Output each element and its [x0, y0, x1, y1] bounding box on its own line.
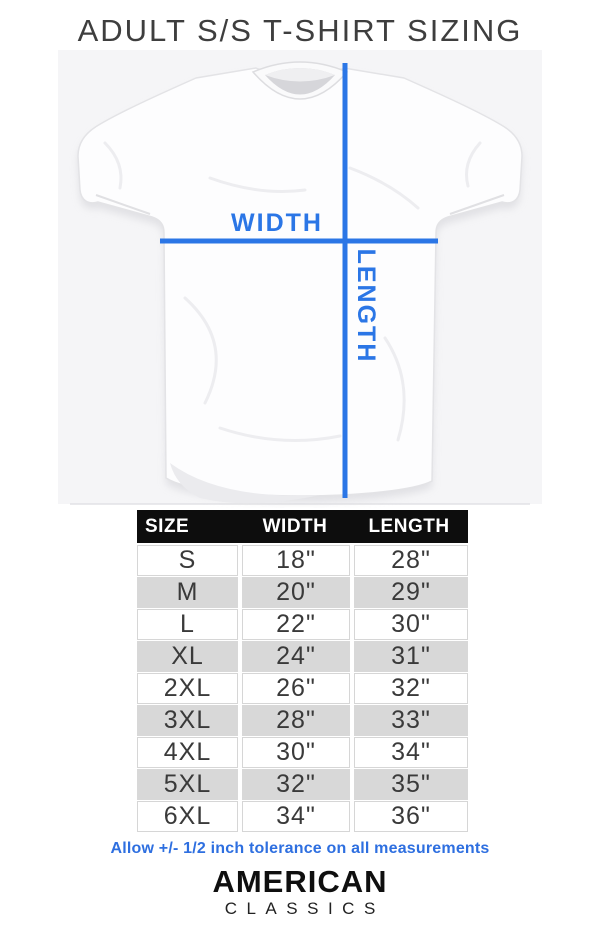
table-row [137, 673, 468, 703]
table-cell-length: 28" [354, 545, 468, 576]
column-header-size: SIZE [145, 515, 190, 537]
table-cell-length: 36" [354, 801, 468, 832]
table-cell-width: 28" [242, 705, 350, 736]
table-row [137, 545, 468, 575]
brand-logo [0, 866, 600, 917]
table-cell-size: 2XL [137, 673, 238, 704]
table-cell-length: 30" [354, 609, 468, 640]
table-cell-width: 34" [242, 801, 350, 832]
table-cell-size: S [137, 545, 238, 576]
table-cell-size: 3XL [137, 705, 238, 736]
tshirt-measurement-diagram [0, 48, 600, 508]
table-cell-width: 26" [242, 673, 350, 704]
table-cell-size: 5XL [137, 769, 238, 800]
table-cell-width: 22" [242, 609, 350, 640]
size-table [137, 510, 468, 831]
table-cell-length: 34" [354, 737, 468, 768]
table-row [137, 641, 468, 671]
page-title: ADULT S/S T-SHIRT SIZING [77, 13, 523, 48]
table-cell-width: 30" [242, 737, 350, 768]
column-header-width: WIDTH [262, 515, 328, 537]
length-label: LENGTH [352, 248, 380, 364]
table-cell-width: 20" [242, 577, 350, 608]
table-row [137, 609, 468, 639]
table-cell-width: 32" [242, 769, 350, 800]
table-cell-length: 35" [354, 769, 468, 800]
table-cell-length: 32" [354, 673, 468, 704]
table-row [137, 801, 468, 831]
width-label: WIDTH [231, 209, 323, 237]
brand-subname: CLASSICS [224, 899, 385, 918]
table-row [137, 737, 468, 767]
table-cell-size: XL [137, 641, 238, 672]
brand-name: AMERICAN [212, 864, 388, 899]
column-header-length: LENGTH [368, 515, 450, 537]
table-cell-width: 18" [242, 545, 350, 576]
length-measure-line [343, 63, 348, 498]
table-cell-size: 4XL [137, 737, 238, 768]
table-cell-length: 29" [354, 577, 468, 608]
table-row [137, 769, 468, 799]
table-cell-size: M [137, 577, 238, 608]
tolerance-note: Allow +/- 1/2 inch tolerance on all measurements [110, 840, 490, 857]
width-measure-line [160, 239, 438, 244]
table-cell-size: L [137, 609, 238, 640]
table-row [137, 705, 468, 735]
size-table-body [137, 545, 468, 831]
table-row [137, 577, 468, 607]
size-table-header [137, 510, 468, 543]
table-cell-width: 24" [242, 641, 350, 672]
table-cell-size: 6XL [137, 801, 238, 832]
table-cell-length: 31" [354, 641, 468, 672]
table-cell-length: 33" [354, 705, 468, 736]
